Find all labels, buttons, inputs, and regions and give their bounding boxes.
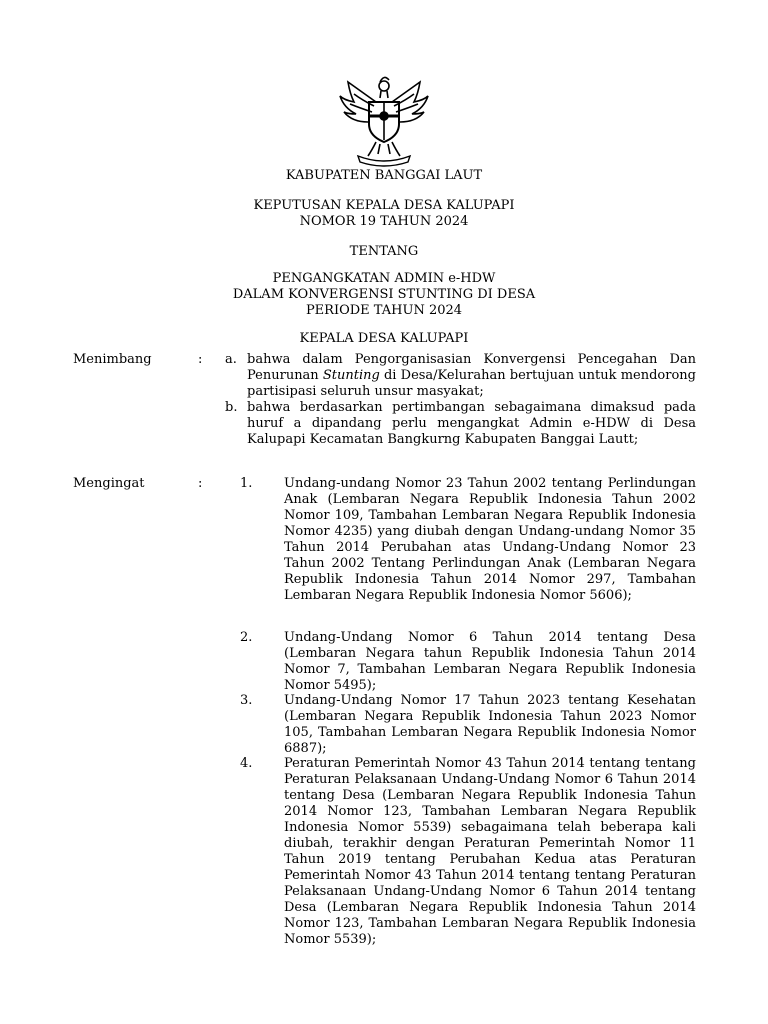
mengingat-label: Mengingat [73,476,145,491]
mengingat-item-3-text: Undang-Undang Nomor 17 Tahun 2023 tentang Kesehatan (Lembaran Negara Republik Indonesia Tahun 2023 Nomor 105, Tambahan Lembaran Negara Republik Indonesia Nomor 6887); [284,693,696,756]
authority-heading [0,331,768,347]
menimbang-item-a-text: bahwa dalam Pengorganisasian Konvergensi Pencegahan Dan Penurunan Stunting di Desa/Kelurahan bertujuan untuk mendorong partisipasi seluruh unsur masyakat; [247,352,696,399]
menimbang-item-a-marker: a. [225,352,237,367]
regency-title [0,168,768,184]
mengingat-item-4-text: Peraturan Pemerintah Nomor 43 Tahun 2014 tentang tentang Peraturan Pelaksanaan Undang-Undang Nomor 6 Tahun 2014 tentang Desa (Lembaran Negara Republik Indonesia Tahun 2014 Nomor 123, Tambahan Lembaran Negara Republik Indonesia Nomor 5539) sebagaimana telah beberapa kali diubah, terakhir dengan Peraturan Pemerintah Nomor 11 Tahun 2019 tentang Perubahan Kedua atas Peraturan Pemerintah Nomor 43 Tahun 2014 tentang tentang Peraturan Pelaksanaan Undang-Undang Nomor 6 Tahun 2014 tentang Desa (Lembaran Negara Republik Indonesia Tahun 2014 Nomor 123, Tambahan Lembaran Negara Republik Indonesia Nomor 5539); [284,756,696,947]
authority-label: KEPALA DESA KALUPAPI [299,331,469,346]
stunting-term: Stunting [322,368,380,383]
menimbang-label: Menimbang [73,352,152,367]
subject-line-1: PENGANGKATAN ADMIN e-HDW [272,271,496,286]
mengingat-item-2-text: Undang-Undang Nomor 6 Tahun 2014 tentang Desa (Lembaran Negara tahun Republik Indonesia Tahun 2014 Nomor 7, Tambahan Lembaran Negara Republik Indonesia Nomor 5495); [284,630,696,693]
decree-title: KEPUTUSAN KEPALA DESA KALUPAPI [253,198,515,213]
about-heading [0,244,768,260]
subject-line-2: DALAM KONVERGENSI STUNTING DI DESA [232,287,536,302]
mengingat-item-2-marker: 2. [240,630,253,645]
mengingat-item-1-marker: 1. [240,476,253,491]
mengingat-item-1-text: Undang-undang Nomor 23 Tahun 2002 tentang Perlindungan Anak (Lembaran Negara Republik Indonesia Tahun 2002 Nomor 109, Tambahan Lembaran Negara Republik Indonesia Nomor 4235) yang diubah dengan Undang-undang Nomor 35 Tahun 2014 Perubahan atas Undang-Undang Nomor 23 Tahun 2002 Tentang Perlindungan Anak (Lembaran Negara Republik Indonesia Tahun 2014 Nomor 297, Tambahan Lembaran Negara Republik Indonesia Nomor 5606); [284,476,696,603]
mengingat-colon: : [198,476,203,491]
menimbang-item-b-marker: b. [225,400,238,415]
about-label: TENTANG [349,244,419,259]
garuda-emblem-icon [334,72,434,168]
decree-heading [0,198,768,230]
decree-number: NOMOR 19 TAHUN 2024 [299,214,469,229]
subject-line-3: PERIODE TAHUN 2024 [305,303,463,318]
menimbang-item-b-text: bahwa berdasarkan pertimbangan sebagaimana dimaksud pada huruf a dipandang perlu mengangkat Admin e-HDW di Desa Kalupapi Kecamatan Bangkurng Kabupaten Banggai Lautt; [247,400,696,447]
subject-heading [0,271,768,319]
mengingat-item-3-marker: 3. [240,693,253,708]
regency-name: KABUPATEN BANGGAI LAUT [285,168,483,183]
mengingat-item-4-marker: 4. [240,756,253,771]
menimbang-colon: : [198,352,203,367]
